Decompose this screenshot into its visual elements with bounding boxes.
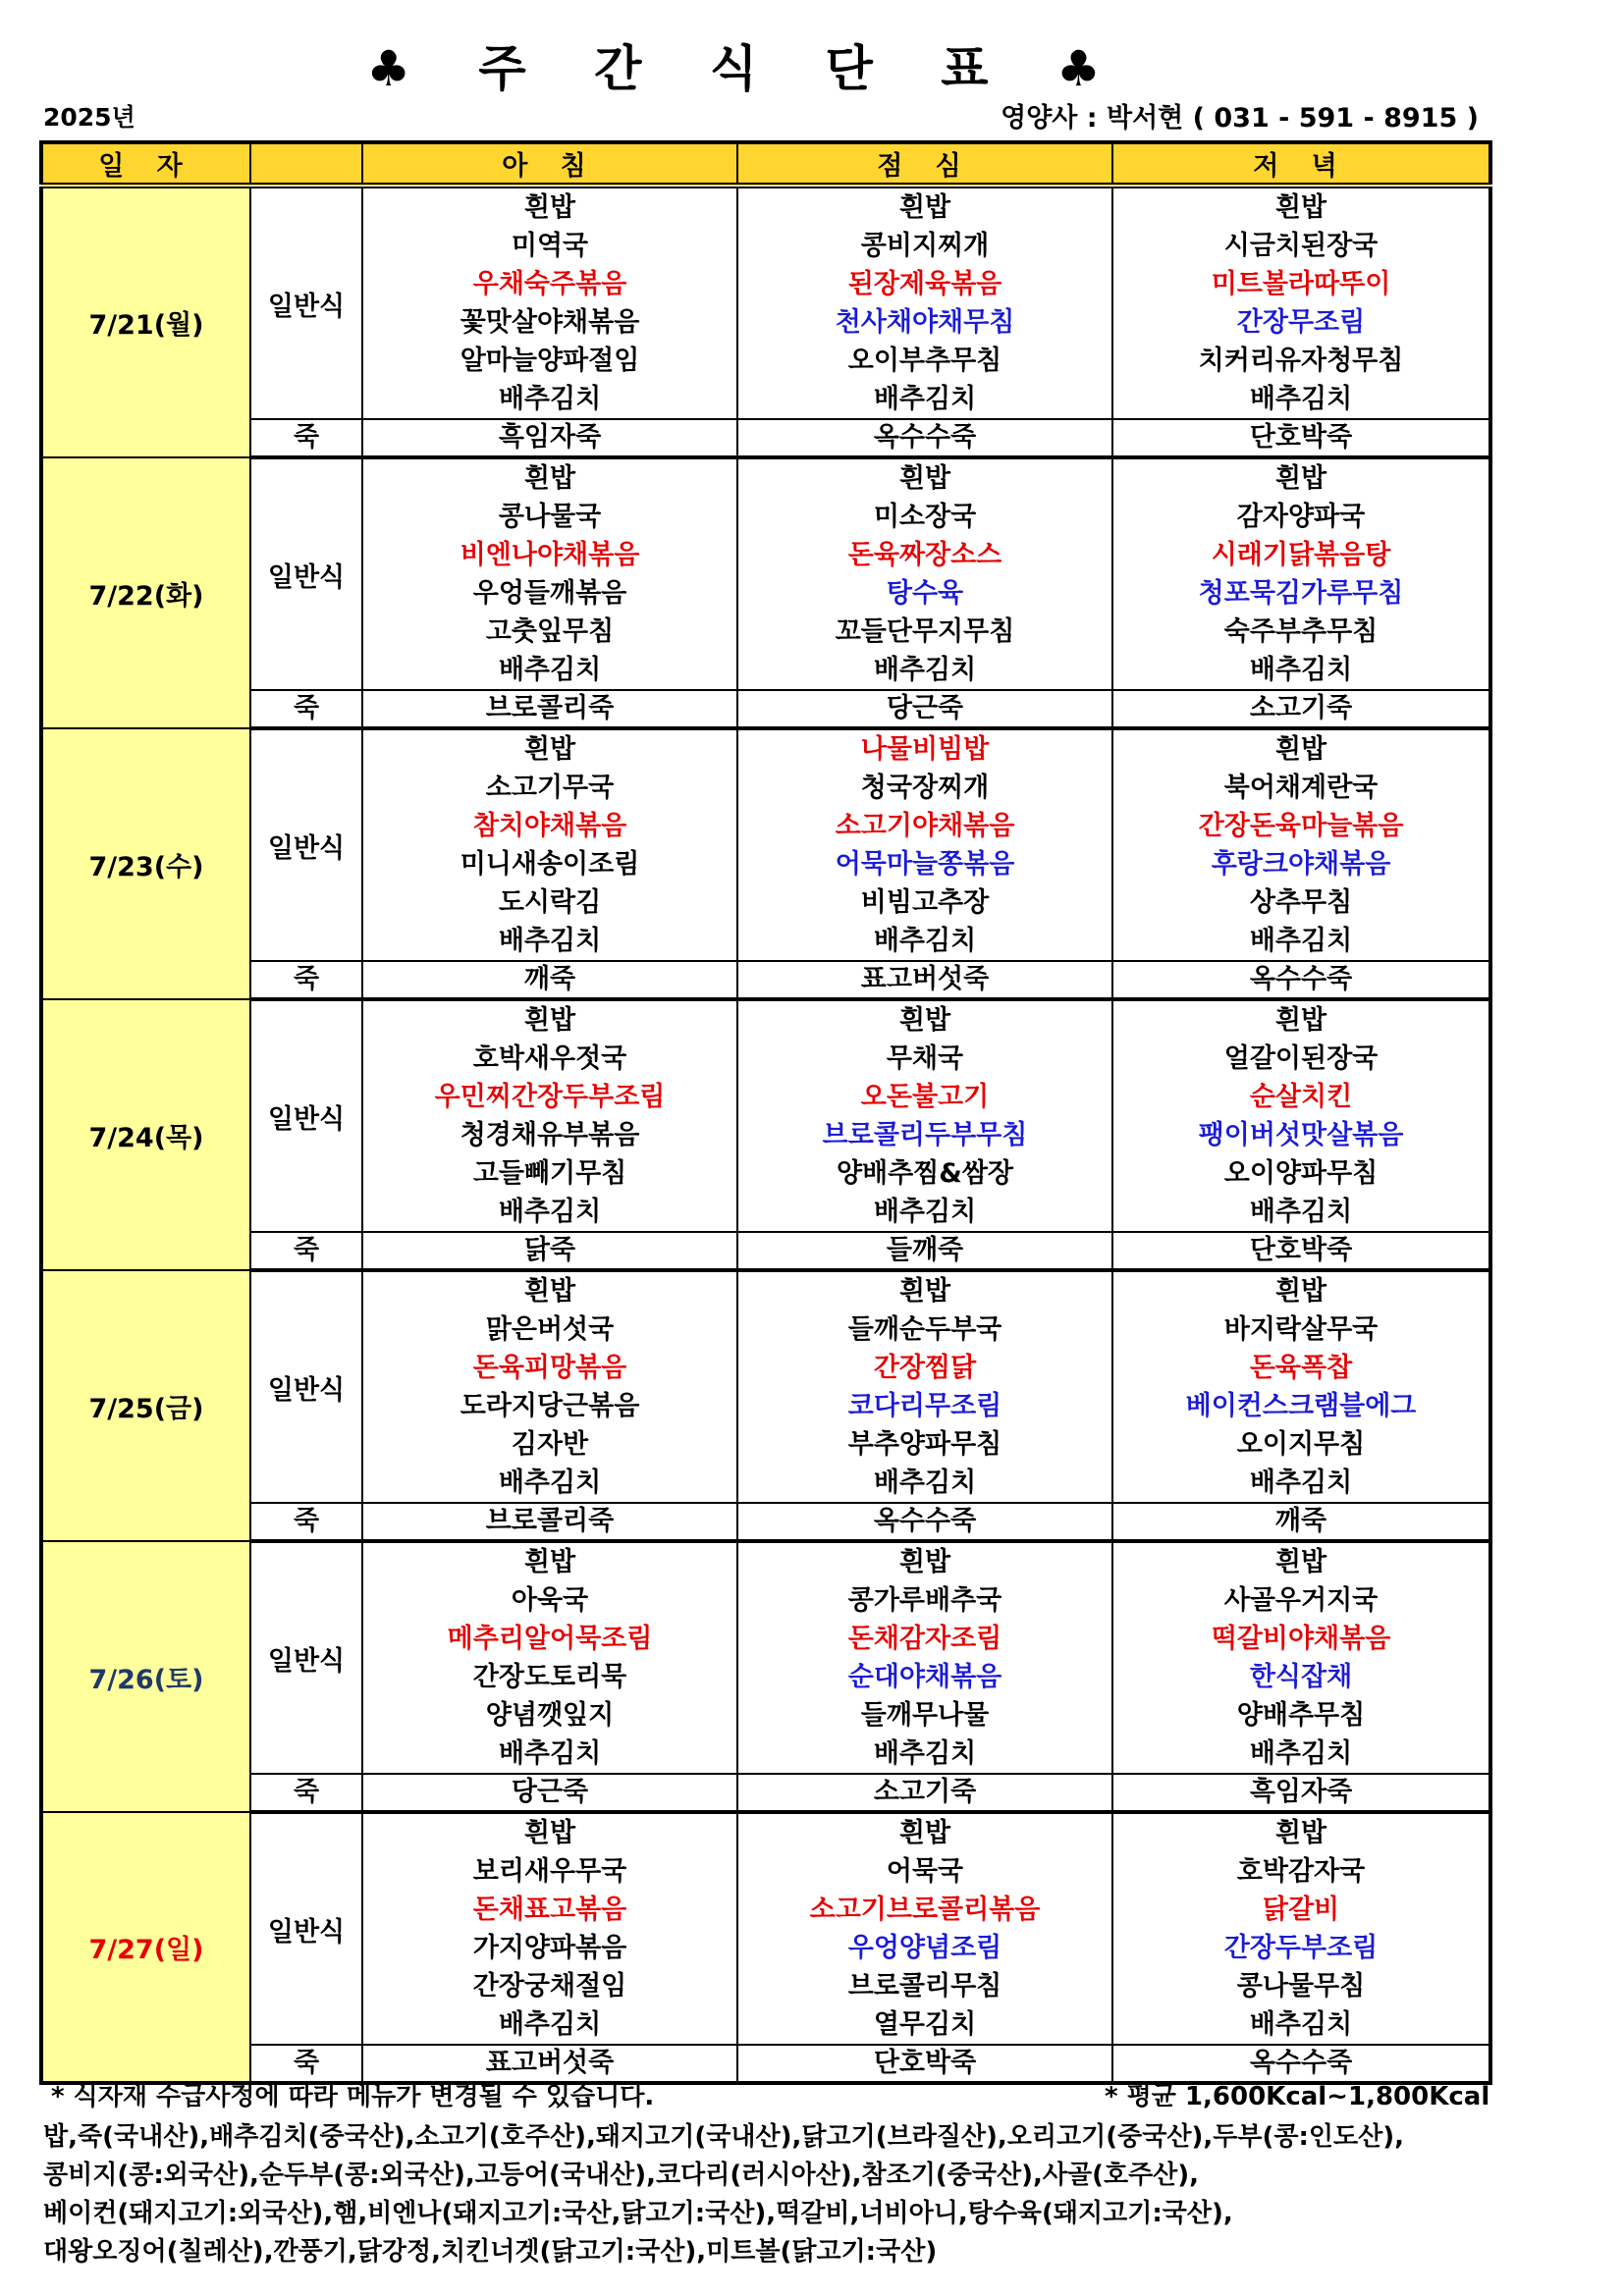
meal-type-regular: 일반식 <box>250 186 362 419</box>
calorie-note: * 평균 1,600Kcal~1,800Kcal <box>1105 2082 1490 2111</box>
menu-item: 배추김치 <box>873 655 977 685</box>
lunch-porridge: 당근죽 <box>737 690 1112 728</box>
menu-item: 간장두부조림 <box>1223 1933 1379 1963</box>
day-row <box>41 1812 1490 2045</box>
menu-item: 배추김치 <box>1249 1197 1353 1227</box>
meal-type-regular: 일반식 <box>250 457 362 690</box>
lunch-cell <box>737 186 1112 419</box>
menu-item: 브로콜리두부무침 <box>822 1120 1028 1150</box>
dinner-cell <box>1112 457 1490 690</box>
menu-item: 부추양파무침 <box>847 1429 1002 1460</box>
menu-item: 꽃맛살야채볶음 <box>460 307 640 338</box>
menu-item: 오이지무침 <box>1236 1429 1366 1460</box>
dinner-porridge: 소고기죽 <box>1112 690 1490 728</box>
menu-item: 배추김치 <box>498 1738 602 1769</box>
menu-item: 배추김치 <box>873 1468 977 1498</box>
menu-item: 오이부추무침 <box>847 346 1002 376</box>
menu-item: 배추김치 <box>873 384 977 414</box>
menu-item: 콩나물무침 <box>1236 1971 1366 2002</box>
day-date: 7/25(금) <box>41 1270 250 1541</box>
porridge-row <box>41 961 1490 999</box>
menu-change-note: * 식자재 수급사정에 따라 메뉴가 변경될 수 있습니다. <box>51 2082 655 2111</box>
day-date: 7/27(일) <box>41 1812 250 2083</box>
menu-item: 배추김치 <box>498 655 602 685</box>
menu-item: 우채숙주볶음 <box>472 269 627 299</box>
menu-item: 숙주부추무침 <box>1223 616 1379 647</box>
breakfast-cell <box>362 1541 737 1774</box>
menu-item: 흰밥 <box>1274 192 1327 223</box>
menu-item: 비빔고추장 <box>860 887 990 918</box>
menu-item: 흰밥 <box>1274 1276 1327 1307</box>
menu-item: 바지락살무국 <box>1223 1314 1379 1345</box>
breakfast-porridge: 깨죽 <box>362 961 737 999</box>
origin-line: 밥,죽(국내산),배추김치(중국산),소고기(호주산),돼지고기(국내산),닭고기(브라질산),오리고기(중국산),두부(콩:인도산), <box>43 2122 1404 2152</box>
menu-item: 어묵국 <box>886 1856 964 1887</box>
origin-line: 콩비지(콩:외국산),순두부(콩:외국산),고등어(국내산),코다리(러시아산),참조기(중국산),사골(호주산), <box>43 2161 1200 2190</box>
day-date: 7/23(수) <box>41 728 250 999</box>
menu-item: 소고기무국 <box>485 773 615 803</box>
day-date: 7/26(토) <box>41 1541 250 1812</box>
menu-item: 무채국 <box>886 1043 964 1074</box>
menu-item: 브로콜리무침 <box>847 1971 1002 2002</box>
menu-item: 들깨무나물 <box>860 1700 990 1731</box>
weekly-menu-table <box>39 140 1492 2085</box>
breakfast-cell <box>362 186 737 419</box>
menu-item: 배추김치 <box>873 926 977 956</box>
menu-item: 호박새우젓국 <box>472 1043 627 1074</box>
lunch-porridge: 단호박죽 <box>737 2045 1112 2083</box>
menu-item: 순살치킨 <box>1249 1082 1353 1112</box>
menu-item: 꼬들단무지무침 <box>835 616 1015 647</box>
lunch-porridge: 들깨죽 <box>737 1232 1112 1270</box>
meal-type-regular: 일반식 <box>250 728 362 961</box>
menu-item: 콩비지찌개 <box>860 231 990 261</box>
menu-item: 흰밥 <box>523 1276 576 1307</box>
breakfast-porridge: 브로콜리죽 <box>362 1503 737 1541</box>
header-type <box>250 142 362 186</box>
dietitian-contact: 영양사 : 박서현 ( 031 - 591 - 8915 ) <box>1001 103 1479 133</box>
menu-item: 얼갈이된장국 <box>1223 1043 1379 1074</box>
origin-line: 대왕오징어(칠레산),깐풍기,닭강정,치킨너겟(닭고기:국산),미트볼(닭고기:국산) <box>43 2237 938 2267</box>
breakfast-cell <box>362 728 737 961</box>
menu-item: 청포묵김가루무침 <box>1198 578 1404 609</box>
menu-item: 미트볼라따뚜이 <box>1211 269 1391 299</box>
menu-item: 배추김치 <box>1249 384 1353 414</box>
dinner-cell <box>1112 1270 1490 1503</box>
meal-type-regular: 일반식 <box>250 1812 362 2045</box>
menu-item: 코다리무조림 <box>847 1391 1002 1421</box>
lunch-porridge: 표고버섯죽 <box>737 961 1112 999</box>
menu-item: 김자반 <box>511 1429 589 1460</box>
menu-item: 흰밥 <box>898 1818 951 1848</box>
menu-item: 사골우거지국 <box>1223 1585 1379 1616</box>
lunch-cell <box>737 728 1112 961</box>
menu-item: 들깨순두부국 <box>847 1314 1002 1345</box>
menu-body <box>41 186 1490 2083</box>
dinner-porridge: 옥수수죽 <box>1112 2045 1490 2083</box>
page-title: ♣ 주 간 식 단 표 ♣ <box>366 40 1126 97</box>
menu-item: 한식잡채 <box>1249 1662 1353 1692</box>
menu-item: 후랑크야채볶음 <box>1211 849 1391 880</box>
menu-item: 흰밥 <box>1274 1547 1327 1577</box>
year-label: 2025년 <box>43 103 135 132</box>
menu-item: 배추김치 <box>1249 1468 1353 1498</box>
menu-item: 흰밥 <box>523 734 576 765</box>
menu-item: 콩나물국 <box>498 502 602 532</box>
menu-item: 돈채감자조림 <box>847 1624 1002 1654</box>
menu-item: 배추김치 <box>498 1468 602 1498</box>
menu-item: 우민찌간장두부조림 <box>434 1082 666 1112</box>
lunch-porridge: 소고기죽 <box>737 1774 1112 1812</box>
lunch-cell <box>737 999 1112 1232</box>
menu-item: 메추리알어묵조림 <box>447 1624 653 1654</box>
menu-item: 흰밥 <box>898 1276 951 1307</box>
menu-item: 시금치된장국 <box>1223 231 1379 261</box>
header-lunch: 점 심 <box>737 142 1112 186</box>
breakfast-cell <box>362 999 737 1232</box>
day-row <box>41 1270 1490 1503</box>
menu-item: 나물비빔밥 <box>860 734 990 765</box>
breakfast-porridge: 흑임자죽 <box>362 419 737 457</box>
menu-item: 베이컨스크램블에그 <box>1185 1391 1417 1421</box>
menu-item: 오이양파무침 <box>1223 1158 1379 1189</box>
dinner-porridge: 흑임자죽 <box>1112 1774 1490 1812</box>
dinner-porridge: 옥수수죽 <box>1112 961 1490 999</box>
menu-item: 고춧잎무침 <box>485 616 615 647</box>
menu-item: 배추김치 <box>498 926 602 956</box>
meal-type-porridge: 죽 <box>250 1232 362 1270</box>
breakfast-porridge: 당근죽 <box>362 1774 737 1812</box>
menu-item: 돈육피망볶음 <box>472 1353 627 1383</box>
menu-item: 아욱국 <box>511 1585 589 1616</box>
porridge-row <box>41 1774 1490 1812</box>
menu-item: 배추김치 <box>498 1197 602 1227</box>
menu-item: 흰밥 <box>523 1005 576 1036</box>
porridge-row <box>41 1232 1490 1270</box>
header-date: 일 자 <box>41 142 250 186</box>
menu-item: 팽이버섯맛살볶음 <box>1198 1120 1404 1150</box>
menu-item: 소고기야채볶음 <box>835 811 1015 841</box>
day-date: 7/22(화) <box>41 457 250 728</box>
day-row <box>41 186 1490 419</box>
header-dinner: 저 녁 <box>1112 142 1490 186</box>
menu-item: 천사채야채무침 <box>835 307 1015 338</box>
meal-type-porridge: 죽 <box>250 419 362 457</box>
menu-item: 흰밥 <box>1274 1005 1327 1036</box>
breakfast-porridge: 브로콜리죽 <box>362 690 737 728</box>
breakfast-cell <box>362 1270 737 1503</box>
menu-item: 우엉양념조림 <box>847 1933 1002 1963</box>
porridge-row <box>41 419 1490 457</box>
porridge-row <box>41 690 1490 728</box>
day-row <box>41 999 1490 1232</box>
day-date: 7/21(월) <box>41 186 250 457</box>
menu-item: 소고기브로콜리볶음 <box>809 1895 1041 1925</box>
menu-item: 고들빼기무침 <box>472 1158 627 1189</box>
menu-item: 흰밥 <box>523 1818 576 1848</box>
menu-item: 미소장국 <box>873 502 977 532</box>
dinner-cell <box>1112 728 1490 961</box>
menu-item: 떡갈비야채볶음 <box>1211 1624 1391 1654</box>
menu-item: 배추김치 <box>873 1197 977 1227</box>
menu-item: 간장도토리묵 <box>472 1662 627 1692</box>
menu-item: 열무김치 <box>873 2009 977 2040</box>
menu-item: 치커리유자청무침 <box>1198 346 1404 376</box>
meal-type-porridge: 죽 <box>250 690 362 728</box>
day-row <box>41 728 1490 961</box>
day-row <box>41 1541 1490 1774</box>
breakfast-porridge: 닭죽 <box>362 1232 737 1270</box>
breakfast-cell <box>362 1812 737 2045</box>
meal-type-regular: 일반식 <box>250 1541 362 1774</box>
dinner-porridge: 단호박죽 <box>1112 1232 1490 1270</box>
menu-item: 가지양파볶음 <box>472 1933 627 1963</box>
dinner-porridge: 단호박죽 <box>1112 419 1490 457</box>
menu-item: 참치야채볶음 <box>472 811 627 841</box>
menu-item: 흰밥 <box>1274 463 1327 494</box>
menu-item: 시래기닭볶음탕 <box>1211 540 1391 570</box>
dinner-cell <box>1112 186 1490 419</box>
menu-item: 청국장찌개 <box>860 773 990 803</box>
menu-item: 흰밥 <box>898 1547 951 1577</box>
menu-item: 미니새송이조림 <box>460 849 640 880</box>
menu-item: 흰밥 <box>523 463 576 494</box>
menu-item: 도시락김 <box>498 887 602 918</box>
menu-item: 비엔나야채볶음 <box>460 540 640 570</box>
menu-item: 닭갈비 <box>1262 1895 1340 1925</box>
menu-item: 보리새우무국 <box>472 1856 627 1887</box>
menu-item: 배추김치 <box>498 384 602 414</box>
menu-item: 흰밥 <box>1274 734 1327 765</box>
menu-item: 배추김치 <box>1249 926 1353 956</box>
menu-item: 된장제육볶음 <box>847 269 1002 299</box>
meal-type-regular: 일반식 <box>250 1270 362 1503</box>
menu-item: 양배추찜&쌈장 <box>836 1158 1014 1189</box>
menu-item: 간장돈육마늘볶음 <box>1198 811 1404 841</box>
lunch-cell <box>737 1541 1112 1774</box>
menu-item: 탕수육 <box>886 578 964 609</box>
meal-type-porridge: 죽 <box>250 1503 362 1541</box>
menu-item: 배추김치 <box>1249 655 1353 685</box>
lunch-cell <box>737 1812 1112 2045</box>
menu-item: 흰밥 <box>898 1005 951 1036</box>
menu-item: 우엉들깨볶음 <box>472 578 627 609</box>
lunch-porridge: 옥수수죽 <box>737 1503 1112 1541</box>
menu-item: 흰밥 <box>523 1547 576 1577</box>
lunch-cell <box>737 457 1112 690</box>
day-date: 7/24(목) <box>41 999 250 1270</box>
menu-item: 호박감자국 <box>1236 1856 1366 1887</box>
menu-item: 도라지당근볶음 <box>460 1391 640 1421</box>
meal-type-porridge: 죽 <box>250 1774 362 1812</box>
meal-type-regular: 일반식 <box>250 999 362 1232</box>
menu-item: 흰밥 <box>523 192 576 223</box>
menu-item: 배추김치 <box>498 2009 602 2040</box>
menu-item: 돈채표고볶음 <box>472 1895 627 1925</box>
menu-item: 순대야채볶음 <box>847 1662 1002 1692</box>
header-row <box>41 142 1490 186</box>
menu-item: 양념깻잎지 <box>485 1700 615 1731</box>
menu-item: 간장찜닭 <box>873 1353 977 1383</box>
menu-item: 청경채유부볶음 <box>460 1120 640 1150</box>
origin-line: 베이컨(돼지고기:외국산),햄,비엔나(돼지고기:국산,닭고기:국산),떡갈비,너비아니,탕수육(돼지고기:국산), <box>43 2199 1233 2228</box>
menu-item: 흰밥 <box>1274 1818 1327 1848</box>
breakfast-cell <box>362 457 737 690</box>
menu-item: 배추김치 <box>1249 1738 1353 1769</box>
menu-item: 맑은버섯국 <box>485 1314 615 1345</box>
dinner-cell <box>1112 1541 1490 1774</box>
dinner-cell <box>1112 1812 1490 2045</box>
lunch-porridge: 옥수수죽 <box>737 419 1112 457</box>
menu-item: 미역국 <box>511 231 589 261</box>
menu-item: 돈육폭찹 <box>1249 1353 1353 1383</box>
menu-item: 간장무조림 <box>1236 307 1366 338</box>
meal-type-porridge: 죽 <box>250 2045 362 2083</box>
porridge-row <box>41 1503 1490 1541</box>
menu-item: 간장궁채절임 <box>472 1971 627 2002</box>
menu-item: 배추김치 <box>1249 2009 1353 2040</box>
menu-item: 콩가루배추국 <box>847 1585 1002 1616</box>
menu-item: 흰밥 <box>898 463 951 494</box>
day-row <box>41 457 1490 690</box>
menu-item: 감자양파국 <box>1236 502 1366 532</box>
menu-item: 알마늘양파절임 <box>460 346 640 376</box>
breakfast-porridge: 표고버섯죽 <box>362 2045 737 2083</box>
menu-item: 배추김치 <box>873 1738 977 1769</box>
menu-item: 북어채계란국 <box>1223 773 1379 803</box>
dinner-porridge: 깨죽 <box>1112 1503 1490 1541</box>
menu-item: 오돈불고기 <box>860 1082 990 1112</box>
menu-item: 흰밥 <box>898 192 951 223</box>
dinner-cell <box>1112 999 1490 1232</box>
menu-item: 상추무침 <box>1249 887 1353 918</box>
menu-item: 어묵마늘쫑볶음 <box>835 849 1015 880</box>
header-breakfast: 아 침 <box>362 142 737 186</box>
lunch-cell <box>737 1270 1112 1503</box>
menu-item: 양배추무침 <box>1236 1700 1366 1731</box>
meal-type-porridge: 죽 <box>250 961 362 999</box>
menu-item: 돈육짜장소스 <box>847 540 1002 570</box>
origin-info <box>43 2118 1575 2271</box>
